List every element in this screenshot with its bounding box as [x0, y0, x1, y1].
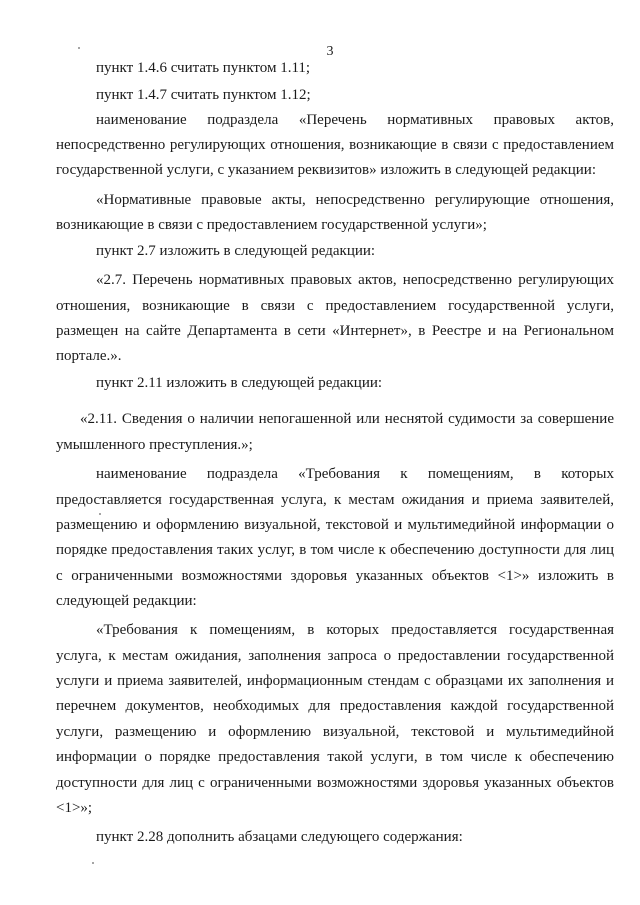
text-line: отношения, возникающие в связи с предоставлением государственной услуги,	[56, 298, 614, 314]
text-line: <1>»;	[56, 800, 93, 816]
text-line: «Требования к помещениям, в которых предоставляется государственная	[96, 622, 614, 638]
text-line: предоставляется государственная услуга, к местам ожидания и приема заявителей,	[56, 492, 614, 508]
text-line: наименование подраздела «Требования к помещениям, в которых	[96, 466, 614, 482]
text-line: перечнем документов, необходимых для предоставления каждой государственной	[56, 698, 614, 714]
text-line: пункт 2.7 изложить в следующей редакции:	[96, 243, 376, 259]
text-line: размещен на сайте Департамента в сети «Интернет», в Реестре и на Региональном	[56, 323, 614, 339]
text-line: непосредственно регулирующих отношения, возникающие в связи с предоставлением	[56, 137, 614, 153]
text-line: порядке предоставления таких услуг, в том числе к обеспечению доступности для лиц	[56, 542, 614, 558]
text-line: «2.11. Сведения о наличии непогашенной или неснятой судимости за совершение	[80, 411, 614, 427]
text-line: пункт 2.28 дополнить абзацами следующего содержания:	[96, 829, 463, 845]
text-line: доступности для лиц с ограниченными возможностями здоровья указанных объектов	[56, 775, 614, 791]
text-line: возникающие в связи с предоставлением государственной услуги»;	[56, 217, 487, 233]
text-line: государственной услуги, с указанием реквизитов» изложить в следующей редакции:	[56, 162, 596, 178]
text-line: с ограниченными возможностями здоровья указанных объектов <1>» изложить в	[56, 568, 614, 584]
scan-speck	[78, 47, 80, 49]
text-line: пункт 1.4.6 считать пунктом 1.11;	[96, 60, 311, 76]
text-line: «2.7. Перечень нормативных правовых актов, непосредственно регулирующих	[96, 272, 614, 288]
text-line: услуги, размещению и оформлению визуальной, текстовой и мультимедийной	[56, 724, 614, 740]
page-number: 3	[326, 44, 334, 59]
text-line: следующей редакции:	[56, 593, 197, 609]
text-line: пункт 2.11 изложить в следующей редакции:	[96, 375, 383, 391]
text-line: информации о порядке предоставления такой услуги, в том числе к обеспечению	[56, 749, 614, 765]
text-line: услуга, к местам ожидания, заполнения запроса о предоставлении государственной	[56, 648, 614, 664]
text-line: «Нормативные правовые акты, непосредственно регулирующие отношения,	[96, 192, 614, 208]
scan-speck	[99, 513, 101, 515]
text-line: умышленного преступления.»;	[56, 437, 253, 453]
text-line: портале.».	[56, 348, 122, 364]
text-line: размещению и оформлению визуальной, текстовой и мультимедийной информации о	[56, 517, 614, 533]
text-line: пункт 1.4.7 считать пунктом 1.12;	[96, 87, 311, 103]
text-line: услуги и приема заявителей, информационным стендам с образцами их заполнения и	[56, 673, 614, 689]
text-line: наименование подраздела «Перечень нормативных правовых актов,	[96, 112, 614, 128]
scan-speck	[92, 862, 94, 864]
